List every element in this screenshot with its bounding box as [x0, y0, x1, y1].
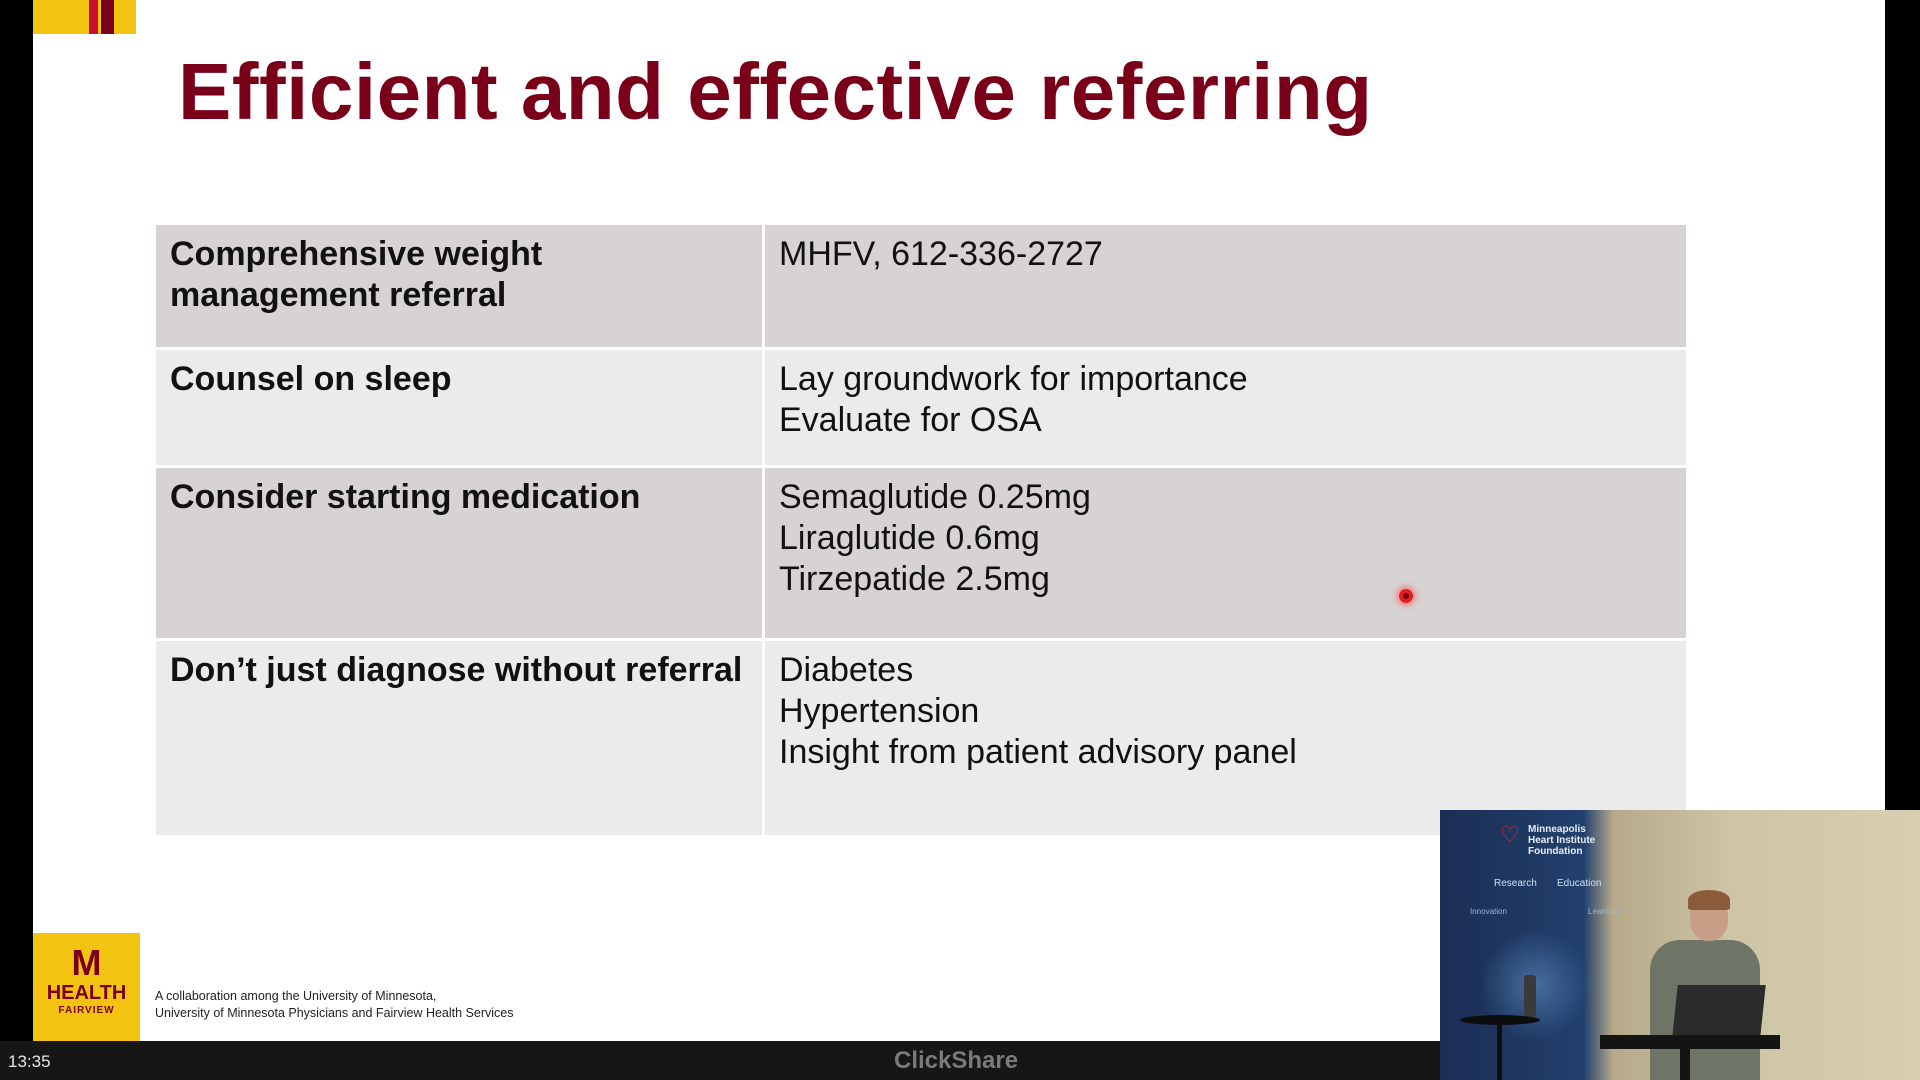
laptop: [1672, 985, 1765, 1037]
row-details: [764, 349, 1687, 467]
detail-item: Lay groundwork for importance: [779, 360, 1248, 398]
clock-time: 13:35: [8, 1052, 51, 1071]
collaboration-note: [155, 988, 513, 1022]
block-m-icon: M: [71, 942, 102, 983]
row-label: Comprehensive weight management referral: [156, 225, 764, 349]
detail-item: Tirzepatide 2.5mg: [779, 560, 1050, 598]
logo-line-1: HEALTH: [46, 982, 127, 1004]
foundation-banner: Minneapolis Heart Institute Foundation: [1528, 824, 1596, 857]
detail-item: Hypertension: [779, 692, 980, 730]
detail-item: MHFV, 612-336-2727: [779, 235, 1103, 273]
row-label: Counsel on sleep: [156, 349, 764, 467]
detail-item: Semaglutide 0.25mg: [779, 478, 1091, 516]
banner-label-education: Education: [1557, 878, 1602, 889]
row-details: [764, 640, 1687, 837]
speaker-hair: [1688, 890, 1730, 910]
row-details: [764, 467, 1687, 640]
collaboration-line-1: A collaboration among the University of Minnesota,: [155, 989, 437, 1003]
water-bottle: [1524, 975, 1536, 1017]
collaboration-line-2: University of Minnesota Physicians and Fairview Health Services: [155, 1006, 514, 1020]
logo-line-2: FAIRVIEW: [58, 1005, 115, 1016]
table-row: [156, 225, 1686, 349]
speaker-video-feed: [1440, 810, 1920, 1080]
table-row: [156, 467, 1686, 640]
detail-item: Diabetes: [779, 651, 914, 689]
detail-item: Liraglutide 0.6mg: [779, 519, 1040, 557]
row-label: Don’t just diagnose without referral: [156, 640, 764, 837]
table-row: [156, 349, 1686, 467]
banner-tag-learning: Learning: [1588, 907, 1620, 916]
banner-label-research: Research: [1494, 878, 1537, 889]
detail-item: Evaluate for OSA: [779, 401, 1042, 439]
table-row: [156, 640, 1686, 837]
podium: [1600, 1035, 1780, 1049]
brand-color-bar: [33, 0, 136, 34]
heart-logo-icon: ♡: [1500, 822, 1520, 847]
laser-pointer-dot: [1399, 589, 1413, 603]
slide-title: Efficient and effective referring: [178, 47, 1373, 136]
m-health-fairview-logo: [33, 933, 140, 1041]
row-label: Consider starting medication: [156, 467, 764, 640]
row-details: [764, 225, 1687, 349]
referral-table: [156, 225, 1686, 838]
detail-item: Insight from patient advisory panel: [779, 733, 1297, 771]
clickshare-brand: ClickShare: [894, 1047, 1019, 1074]
banner-tag-innovation: Innovation: [1470, 907, 1507, 916]
